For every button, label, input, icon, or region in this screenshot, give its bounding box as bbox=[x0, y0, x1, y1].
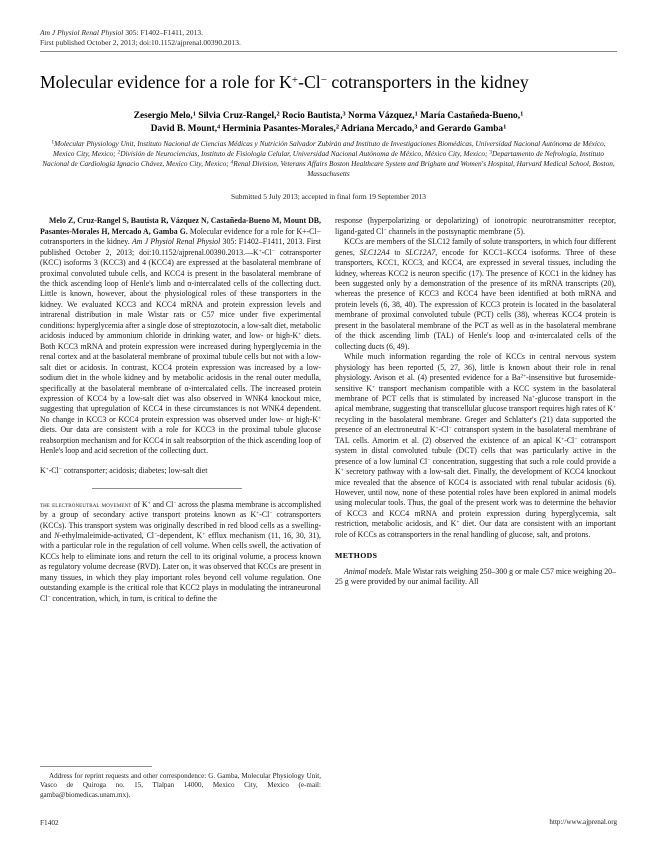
intro-paragraph-1 bbox=[40, 500, 321, 605]
title-part-3: cotransporters in the kidney bbox=[326, 72, 529, 93]
title-sup-minus: − bbox=[320, 73, 327, 86]
journal-doi-line: First published October 2, 2013; doi:10.1152/ajprenal.00390.2013. bbox=[40, 37, 241, 47]
footnote-divider bbox=[40, 766, 152, 767]
abstract-author-citation: Melo Z, Cruz-Rangel S, Bautista R, Vázquez N, Castañeda-Bueno M, Mount DB, Pasantes-Morales H, Mercado A, Gamba G. bbox=[40, 216, 321, 236]
author-list bbox=[40, 110, 617, 135]
section-heading-methods: METHODS bbox=[335, 551, 378, 561]
left-column bbox=[40, 216, 321, 604]
right-column bbox=[335, 216, 616, 604]
keywords-divider bbox=[92, 488, 242, 489]
header-divider bbox=[40, 51, 617, 52]
submission-dates: Submitted 5 July 2013; accepted in final form 19 September 2013 bbox=[231, 192, 426, 202]
two-column-body bbox=[40, 216, 617, 604]
methods-first-paragraph bbox=[335, 567, 616, 588]
journal-name: Am J Physiol Renal Physiol bbox=[40, 28, 124, 37]
methods-subheading: Animal models. bbox=[344, 566, 393, 576]
title-part-1: Molecular evidence for a role for K bbox=[40, 72, 292, 93]
journal-citation-line bbox=[40, 28, 617, 38]
intro-paragraph-1-body: of K+ and Cl− across the plasma membrane is accomplished by a group of secondary active transport proteins known as K+-Cl− cotransporters (KCCs). This transport system was originally described in red blood cells as a swelling- and N-ethylmaleimide-activated, Cl−-dependent, K+ efflux mechanism (11, 16, 30, 31), with a particular role in the regulation of cell volume. When cells swell, the activation of KCCs help to eliminate ions and return the cell to its original volume, a process known as regulatory volume decrease (RVD). Later on, it was observed that KCCs are present in many tissues, in which they play important roles beyond cell volume regulation. One outstanding example is the critical role that KCC2 plays in modulating the intraneuronal Cl− concentration, which, in turn, is critical to define the bbox=[40, 499, 321, 603]
abstract-body: —K+-Cl− cotransporter (KCC) isoforms 3 (KCC3) and 4 (KCC4) are expressed at the basolateral membrane of proximal convoluted tubule cells, and KCC4 is present in the basolateral membrane of the thick ascending loop of Henle's limb and α-intercalated cells of the collecting duct. Little is known, however, about the physiological roles of these transporters in the kidney. We evaluated KCC3 and KCC4 mRNA and protein expression levels and intrarenal distribution in male Wistar rats or C57 mice under five experimental conditions: hyperglycemia after a single dose of streptozotocin, a low-salt diet, metabolic acidosis induced by ammonium chloride in drinking water, and low- or high-K+ diets. Both KCC3 mRNA and protein expression were increased during hyperglycemia in the renal cortex and at the basolateral membrane of proximal tubule cells but not with a low-salt diet or acidosis. In contrast, KCC4 protein expression was increased by a low-sodium diet in the whole kidney and by metabolic acidosis in the renal outer medulla, specifically at the basolateral membrane of α-intercalated cells. The increased protein expression of KCC4 by a low-salt diet was also observed in WNK4 knockout mice, suggesting that upregulation of KCC4 in these circumstances is not WNK4 dependent. No change in KCC3 or KCC4 protein expression was observed under low- or high-K+ diets. Our data are consistent with a role for KCC3 in the proximal tubule glucose reabsorption mechanism and for KCC4 in salt reabsorption of the thick ascending loop of Henle's loop and acid secretion of the collecting duct. bbox=[40, 247, 321, 456]
abstract-journal-name: Am J Physiol Renal Physiol bbox=[131, 237, 221, 247]
intro-paragraph-3: While much information regarding the role of KCCs in central nervous system physiology has been reported (5, 27, 36), little is known about their role in renal physiology. Avison et al. (4) presented evidence for a $Ba^{2+}$-insensitive but furosemide-sensitive K+ transport mechanism compatible with a KCC system in the basolateral membrane of PCT cells that is stimulated by increased Na+-glucose transport in the apical membrane, suggesting that transcellular glucose transport requires high rates of K+ recycling in the basolateral membrane. Greger and Schlatter's (21) data supported the presence of an electroneutral K+-Cl− cotransport system in the basolateral membrane of TAL cells. Amorim et al. (2) observed the existence of an apical K+-Cl− cotransport system in distal convoluted tubule (DCT) cells that was particularly active in the presence of a low luminal Cl− concentration, suggesting that such a role could provide a K+ secretory pathway with a low-salt diet. Finally, the development of KCC4 knockout mice revealed that the absence of KCC4 is associated with renal tubular acidosis (6). However, until now, none of these potential roles have been explored in animal models using molecular tools. Thus, the goal of the present work was to determine the behavior of KCC3 and KCC4 mRNA and protein expression during hyperglycemia, salt restriction, metabolic acidosis, and K+ diet. Our data are consistent with an important role of KCCs as cotransporters in the renal handling of glucose, salt, and protons. bbox=[335, 352, 617, 539]
intro-paragraph-2: KCCs are members of the SLC12 family of solute transporters, in which four different genes, SLC12A4 to SLC12A7, encode for KCC1–KCC4 isoforms. Three of these transporters, KCC1, KCC3, and KCC4, are expressed in several tissues, including the kidney, whereas KCC2 is neuron specific (17). The presence of KCC1 in the kidney has been suggested only by a demonstration of the presence of its mRNA transcripts (20), whereas the presence of KCC3 and KCC4 have been identified at both mRNA and protein levels (6, 38, 40). The expression of KCC3 protein is located in the basolateral membrane of proximal convoluted tubule (PCT) cells (38), whereas KCC4 protein is present in the basolateral membrane of the PCT as well as in the basolateral membrane of the thick ascending limb (TAL) of Henle's loop and α-intercalated cells of the collecting ducts (6, 49). bbox=[335, 237, 616, 351]
keywords: K+-Cl− cotransporter; acidosis; diabetes; low-salt diet bbox=[40, 466, 208, 476]
abstract-article-title: Molecular evidence for a role for K+-Cl− cotransporters in the kidney. bbox=[40, 226, 321, 247]
journal-url[interactable]: http://www.ajprenal.org bbox=[549, 818, 617, 826]
abstract-citation-rest: 305: F1402–F1411, 2013. First published October 2, 2013; doi:10.1152/ajprenal.00390.2013. bbox=[40, 237, 321, 257]
page-footer bbox=[40, 818, 617, 827]
page-number: F1402 bbox=[40, 818, 59, 827]
intro-paragraph-1-continued: response (hyperpolarizing or depolarizing) of ionotropic neurotransmitter receptor, ligand-gated Cl− channels in the postsynaptic membrane (5). bbox=[335, 216, 616, 236]
journal-header bbox=[40, 28, 617, 47]
correspondence-footnote bbox=[40, 766, 321, 800]
title-part-2: -Cl bbox=[298, 72, 321, 93]
abstract-paragraph bbox=[40, 216, 321, 456]
footnote-text: Address for reprint requests and other correspondence: G. Gamba, Molecular Physiology Unit, Vasco de Quiroga no. 15, Tlalpan 14000, Mexico City, Mexico (e-mail: gamba@biomedicas.unam.mx). bbox=[40, 772, 321, 799]
journal-volume-pages: 305: F1402–F1411, 2013. bbox=[125, 28, 203, 37]
methods-body-text: Male Wistar rats weighing 250–300 g or male C57 mice weighing 20–25 g were provided by our animal facility. All bbox=[335, 566, 616, 587]
title-sup-plus: + bbox=[291, 73, 299, 86]
author-line-2: David B. Mount,$^4$ Herminia Pasantes-Morales,$^2$ Adriana Mercado,$^3$ and Gerardo Gamba$^1$ bbox=[150, 123, 507, 134]
page-title bbox=[40, 72, 617, 93]
author-line-1: Zesergio Melo,$^1$ Silvia Cruz-Rangel,$^2$ Rocio Bautista,$^3$ Norma Vázquez,$^1$ María Castañeda-Bueno,$^1$ bbox=[133, 110, 524, 122]
intro-lead-smallcaps: the electroneutral movement bbox=[40, 499, 132, 509]
affiliations: $^1$Molecular Physiology Unit, Instituto Nacional de Ciencias Médicas y Nutrición Salvador Zubirán and Instituto de Investigaciones Biomédicas, Universidad Nacional Autónoma de México, Mexico City, Mexico; $^2$División de Neurociencias, Instituto de Fisiología Celular, Universidad Nacional Autónoma de México, México City, Mexico; $^3$Departamento de Nefrología, Instituto Nacional de Cardiología Ignacio Chávez, Mexico City, Mexico; $^4$Renal Division, Veterans Affairs Boston Healthcare System and Brigham and Women's Hospital, Harvard Medical School, Boston, Massachusetts bbox=[42, 138, 615, 179]
